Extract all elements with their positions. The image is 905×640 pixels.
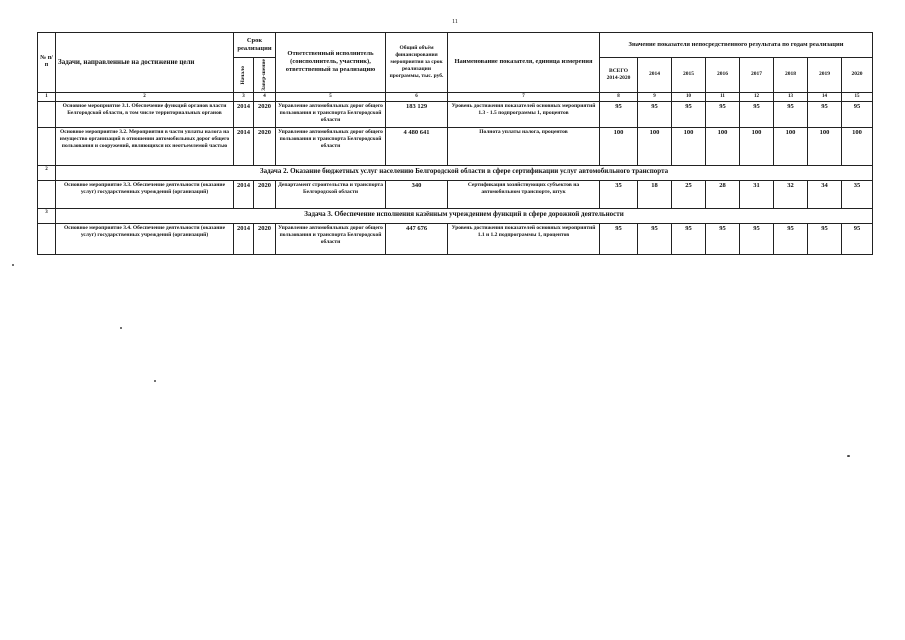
header-year: 2015 (672, 58, 706, 93)
start-cell: 2014 (234, 181, 254, 209)
task-row (38, 209, 873, 224)
end-cell: 2020 (254, 181, 276, 209)
scan-speck (120, 327, 122, 329)
header-year: 2018 (774, 58, 808, 93)
value-cell: 95 (672, 102, 706, 128)
executor-cell: Департамент строительства и транспорта Белгородской области (276, 181, 386, 209)
column-number: 2 (56, 92, 234, 101)
header-num: № п/п (38, 33, 56, 93)
value-cell: 95 (638, 102, 672, 128)
column-number: 15 (842, 92, 873, 101)
end-cell: 2020 (254, 128, 276, 166)
header-year: 2017 (740, 58, 774, 93)
value-cell: 95 (672, 224, 706, 255)
activity-cell: Основное мероприятие 3.1. Обеспечение функций органов власти Белгородской области, в том числе территориальных органов (56, 102, 234, 128)
value-cell: 100 (706, 128, 740, 166)
value-cell: 95 (740, 224, 774, 255)
task-row (38, 166, 873, 181)
column-number: 8 (600, 92, 638, 101)
value-cell: 95 (842, 102, 873, 128)
end-cell: 2020 (254, 224, 276, 255)
scan-speck (12, 264, 14, 266)
indicator-cell: Сертификация хозяйствующих субъектов на автомобильном транспорте, штук (448, 181, 600, 209)
header-indicator: Наименование показателя, единица измерения (448, 33, 600, 93)
value-cell: 35 (842, 181, 873, 209)
column-number: 5 (276, 92, 386, 101)
indicator-cell: Уровень достижения показателей основных мероприятий 1.1 и 1.2 подпрограммы 1, процентов (448, 224, 600, 255)
activity-cell: Основное мероприятие 3.2. Мероприятия в части уплаты налога на имущество организаций в отношении автомобильных дорог общего пользования и сооружений, являющихся их неотъемлемой частью (56, 128, 234, 166)
header-values: Значение показателя непосредственного результата по годам реализации (600, 33, 873, 58)
value-cell: 95 (842, 224, 873, 255)
task-title: Задача 3. Обеспечение исполнения казённым учреждением функций в сфере дорожной деятельности (56, 209, 873, 224)
volume-cell: 4 480 641 (386, 128, 448, 166)
task-title: Задача 2. Оказание бюджетных услуг населению Белгородской области в сфере сертификации услуг автомобильного транспорта (56, 166, 873, 181)
header-year: 2019 (808, 58, 842, 93)
task-number: 2 (38, 166, 56, 181)
results-table (37, 32, 873, 255)
value-cell: 100 (740, 128, 774, 166)
header-term: Срок реализации (234, 33, 276, 58)
page-number: 11 (452, 19, 458, 25)
header-total: ВСЕГО 2014-2020 (600, 58, 638, 93)
end-cell: 2020 (254, 102, 276, 128)
column-number: 7 (448, 92, 600, 101)
value-cell: 95 (774, 102, 808, 128)
table-row (38, 181, 873, 209)
value-cell: 34 (808, 181, 842, 209)
value-cell: 25 (672, 181, 706, 209)
value-cell: 95 (600, 102, 638, 128)
indicator-cell: Уровень достижения показателей основных мероприятий 1.3 - 1.5 подпрограммы 1, процентов (448, 102, 600, 128)
executor-cell: Управление автомобильных дорог общего пользования и транспорта Белгородской области (276, 224, 386, 255)
column-number: 6 (386, 92, 448, 101)
column-number: 1 (38, 92, 56, 101)
table-row (38, 102, 873, 128)
header-executor: Ответственный исполнитель (соисполнитель, участник), ответственный за реализацию (276, 33, 386, 93)
header-tasks: Задачи, направленные на достижение цели (56, 33, 234, 93)
value-cell: 18 (638, 181, 672, 209)
start-cell: 2014 (234, 128, 254, 166)
value-cell: 95 (638, 224, 672, 255)
scan-speck (847, 455, 850, 457)
indicator-cell: Полнота уплаты налога, процентов (448, 128, 600, 166)
value-cell: 35 (600, 181, 638, 209)
executor-cell: Управление автомобильных дорог общего пользования и транспорта Белгородской области (276, 102, 386, 128)
value-cell: 31 (740, 181, 774, 209)
header-end: Завер-шение (261, 59, 268, 91)
scan-speck (154, 380, 156, 382)
value-cell: 95 (706, 102, 740, 128)
column-number-row (38, 92, 873, 101)
volume-cell: 447 676 (386, 224, 448, 255)
column-number: 10 (672, 92, 706, 101)
header-year: 2014 (638, 58, 672, 93)
column-number: 4 (254, 92, 276, 101)
value-cell: 100 (600, 128, 638, 166)
value-cell: 95 (774, 224, 808, 255)
executor-cell: Управление автомобильных дорог общего пользования и транспорта Белгородской области (276, 128, 386, 166)
column-number: 3 (234, 92, 254, 101)
value-cell: 95 (600, 224, 638, 255)
value-cell: 100 (842, 128, 873, 166)
table-row (38, 128, 873, 166)
column-number: 11 (706, 92, 740, 101)
value-cell: 95 (808, 224, 842, 255)
volume-cell: 183 129 (386, 102, 448, 128)
task-number: 3 (38, 209, 56, 224)
value-cell: 100 (808, 128, 842, 166)
column-number: 14 (808, 92, 842, 101)
column-number: 13 (774, 92, 808, 101)
start-cell: 2014 (234, 224, 254, 255)
header-volume: Общий объём финансирования мероприятия за срок реализации программы, тыс. руб. (386, 33, 448, 93)
header-year: 2020 (842, 58, 873, 93)
value-cell: 100 (774, 128, 808, 166)
value-cell: 28 (706, 181, 740, 209)
header-year: 2016 (706, 58, 740, 93)
start-cell: 2014 (234, 102, 254, 128)
table-row (38, 224, 873, 255)
value-cell: 100 (638, 128, 672, 166)
volume-cell: 340 (386, 181, 448, 209)
activity-cell: Основное мероприятие 3.4. Обеспечение деятельности (оказание услуг) государственных учреждений (организаций) (56, 224, 234, 255)
value-cell: 32 (774, 181, 808, 209)
activity-cell: Основное мероприятие 3.3. Обеспечение деятельности (оказание услуг) государственных учреждений (организаций) (56, 181, 234, 209)
column-number: 9 (638, 92, 672, 101)
value-cell: 100 (672, 128, 706, 166)
header-start: Начало (240, 65, 247, 85)
value-cell: 95 (706, 224, 740, 255)
value-cell: 95 (808, 102, 842, 128)
value-cell: 95 (740, 102, 774, 128)
column-number: 12 (740, 92, 774, 101)
